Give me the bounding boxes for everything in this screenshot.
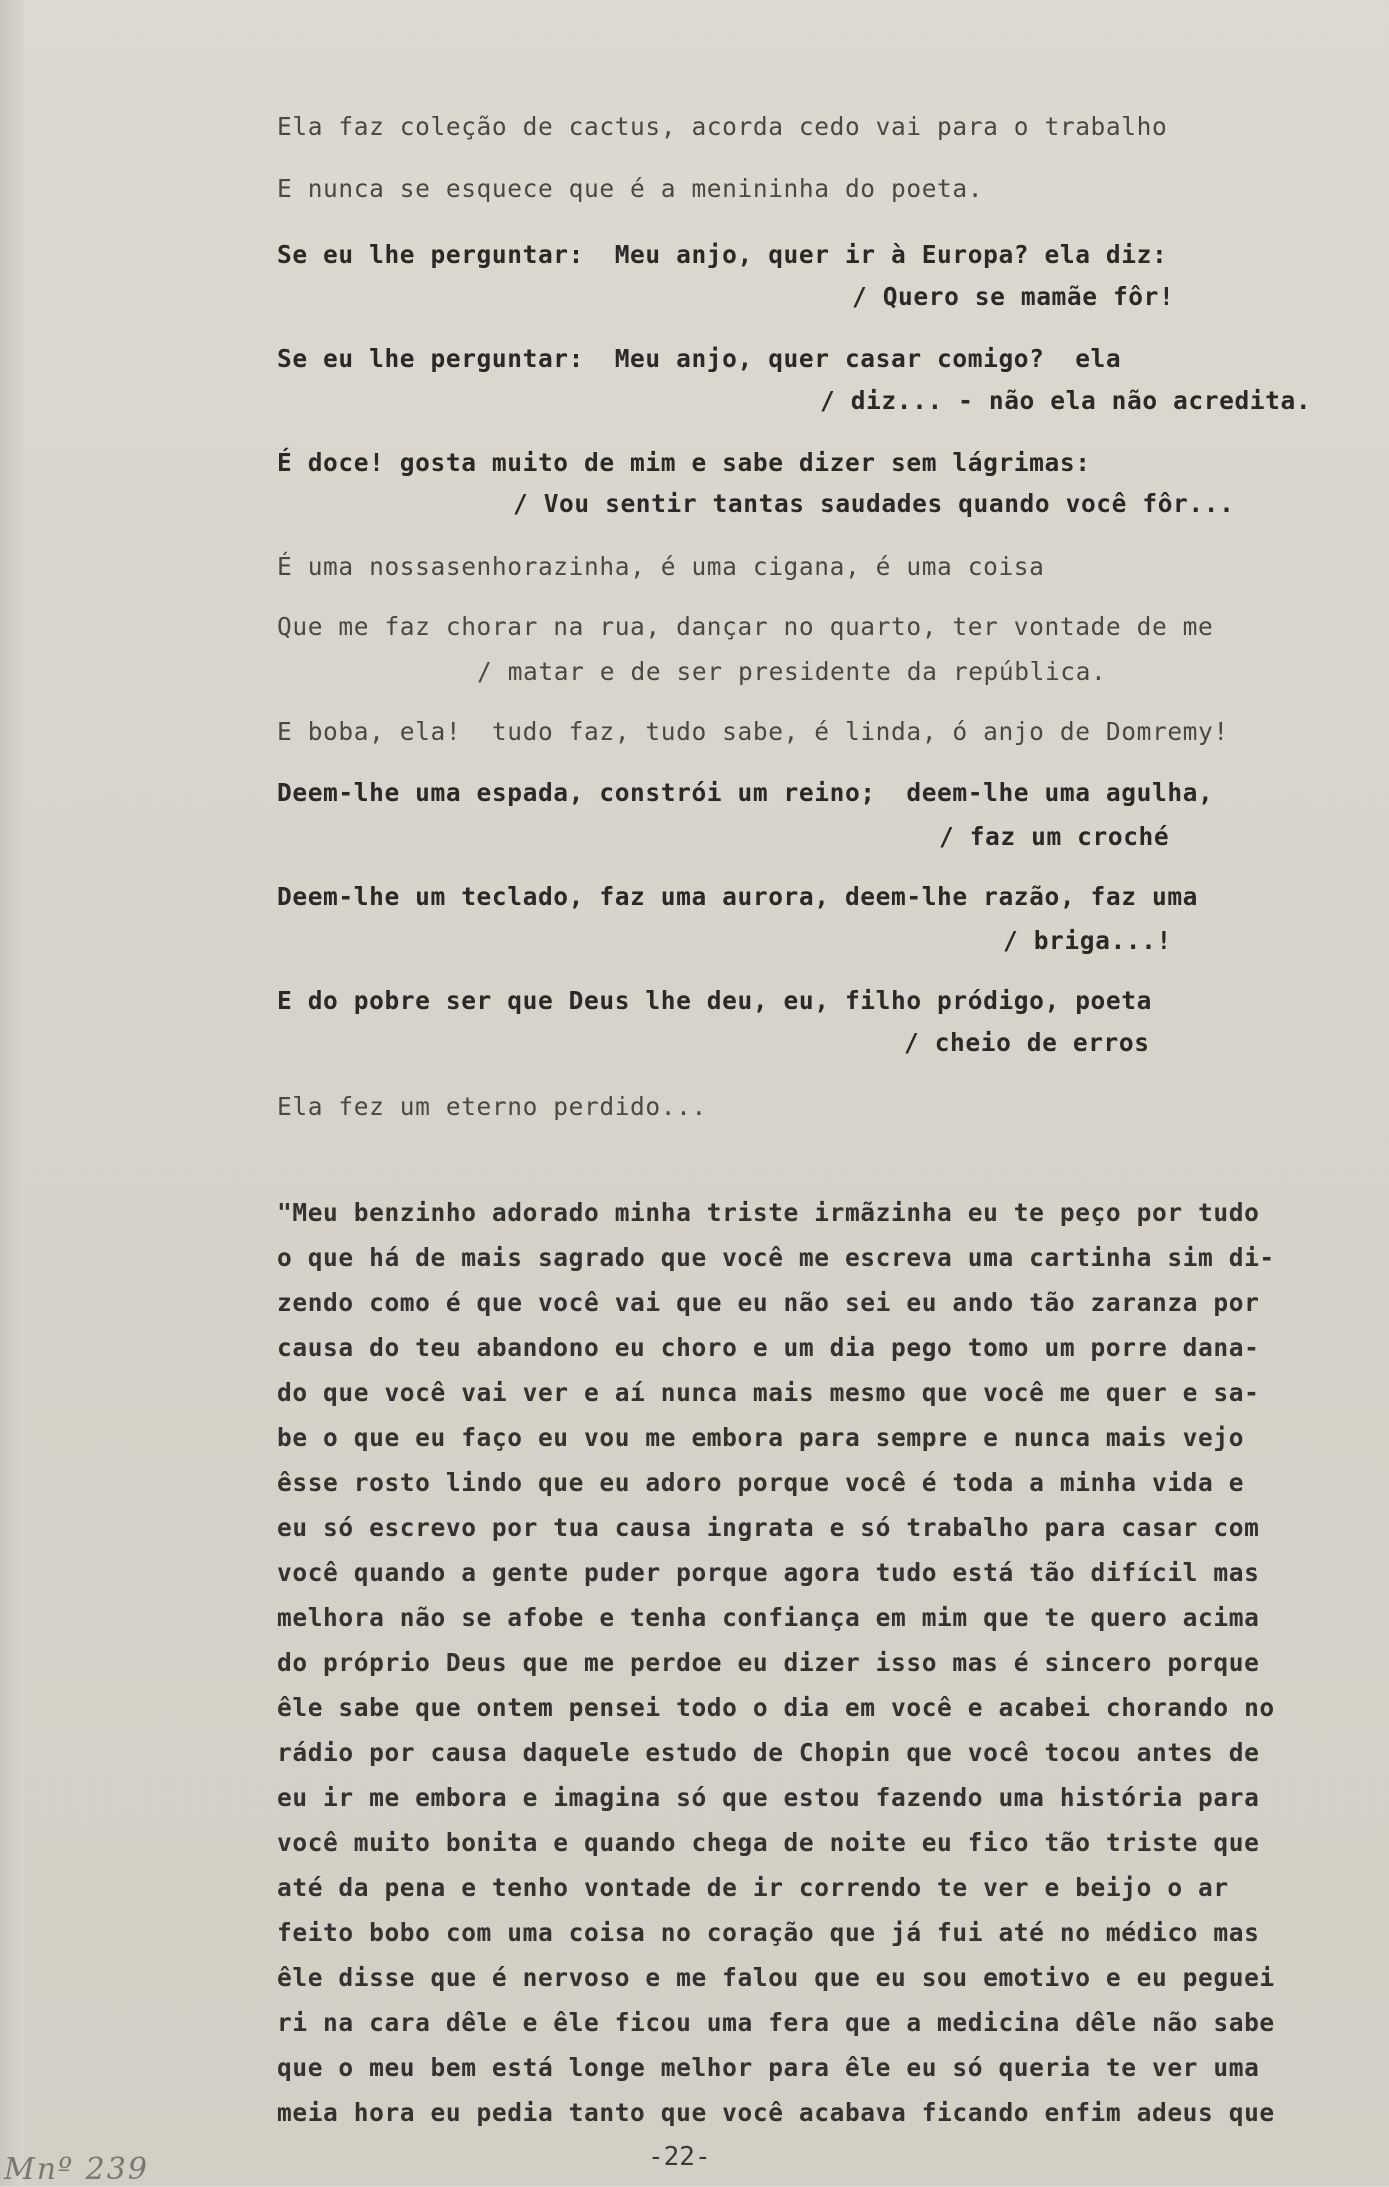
poem-line: E nunca se esquece que é a menininha do poeta. bbox=[277, 174, 984, 203]
poem-line: / Quero se mamãe fôr! bbox=[852, 282, 1175, 311]
letter-line: êle disse que é nervoso e me falou que eu sou emotivo e eu peguei bbox=[277, 1963, 1275, 1992]
poem-line: E do pobre ser que Deus lhe deu, eu, filho pródigo, poeta bbox=[277, 986, 1152, 1015]
poem-line: / briga...! bbox=[1003, 926, 1172, 955]
letter-line: do próprio Deus que me perdoe eu dizer isso mas é sincero porque bbox=[277, 1648, 1260, 1677]
letter-line: rádio por causa daquele estudo de Chopin que você tocou antes de bbox=[277, 1738, 1260, 1767]
letter-line: eu ir me embora e imagina só que estou fazendo uma história para bbox=[277, 1783, 1260, 1812]
letter-line: be o que eu faço eu vou me embora para sempre e nunca mais vejo bbox=[277, 1423, 1245, 1452]
page-number: -22- bbox=[648, 2142, 711, 2172]
letter-line: êsse rosto lindo que eu adoro porque você é toda a minha vida e bbox=[277, 1468, 1245, 1497]
poem-line: / matar e de ser presidente da república. bbox=[477, 657, 1107, 686]
letter-line: ri na cara dêle e êle ficou uma fera que a medicina dêle não sabe bbox=[277, 2008, 1275, 2037]
letter-line: causa do teu abandono eu choro e um dia pego tomo um porre dana- bbox=[277, 1333, 1260, 1362]
letter-line: que o meu bem está longe melhor para êle eu só queria te ver uma bbox=[277, 2053, 1260, 2082]
letter-line: do que você vai ver e aí nunca mais mesmo que você me quer e sa- bbox=[277, 1378, 1260, 1407]
poem-line: É uma nossasenhorazinha, é uma cigana, é uma coisa bbox=[277, 552, 1045, 581]
letter-line: feito bobo com uma coisa no coração que já fui até no médico mas bbox=[277, 1918, 1260, 1947]
poem-line: Que me faz chorar na rua, dançar no quarto, ter vontade de me bbox=[277, 612, 1214, 641]
page-edge bbox=[0, 0, 24, 2186]
poem-line: / diz... - não ela não acredita. bbox=[820, 386, 1312, 415]
letter-line: meia hora eu pedia tanto que você acabava ficando enfim adeus que bbox=[277, 2098, 1275, 2127]
archive-mark: Mnº 239 bbox=[4, 2152, 149, 2187]
poem-line: E boba, ela! tudo faz, tudo sabe, é linda, ó anjo de Domremy! bbox=[277, 717, 1229, 746]
letter-line: até da pena e tenho vontade de ir correndo te ver e beijo o ar bbox=[277, 1873, 1229, 1902]
poem-line: / faz um croché bbox=[939, 822, 1170, 851]
poem-line: Se eu lhe perguntar: Meu anjo, quer casar comigo? ela bbox=[277, 344, 1122, 373]
letter-line: êle sabe que ontem pensei todo o dia em você e acabei chorando no bbox=[277, 1693, 1275, 1722]
poem-line: Ela faz coleção de cactus, acorda cedo vai para o trabalho bbox=[277, 112, 1168, 141]
letter-line: melhora não se afobe e tenha confiança em mim que te quero acima bbox=[277, 1603, 1260, 1632]
letter-line: zendo como é que você vai que eu não sei eu ando tão zaranza por bbox=[277, 1288, 1260, 1317]
poem-line: É doce! gosta muito de mim e sabe dizer sem lágrimas: bbox=[277, 448, 1091, 477]
letter-line: você muito bonita e quando chega de noite eu fico tão triste que bbox=[277, 1828, 1260, 1857]
letter-line: "Meu benzinho adorado minha triste irmãzinha eu te peço por tudo bbox=[277, 1198, 1260, 1227]
letter-line: eu só escrevo por tua causa ingrata e só trabalho para casar com bbox=[277, 1513, 1260, 1542]
poem-line: Ela fez um eterno perdido... bbox=[277, 1092, 707, 1121]
poem-line: / cheio de erros bbox=[904, 1028, 1150, 1057]
poem-line: Se eu lhe perguntar: Meu anjo, quer ir à Europa? ela diz: bbox=[277, 240, 1168, 269]
poem-line: Deem-lhe uma espada, constrói um reino; deem-lhe uma agulha, bbox=[277, 778, 1214, 807]
letter-line: você quando a gente puder porque agora tudo está tão difícil mas bbox=[277, 1558, 1260, 1587]
poem-line: Deem-lhe um teclado, faz uma aurora, deem-lhe razão, faz uma bbox=[277, 882, 1199, 911]
letter-line: o que há de mais sagrado que você me escreva uma cartinha sim di- bbox=[277, 1243, 1275, 1272]
poem-line: / Vou sentir tantas saudades quando você fôr... bbox=[513, 489, 1235, 518]
